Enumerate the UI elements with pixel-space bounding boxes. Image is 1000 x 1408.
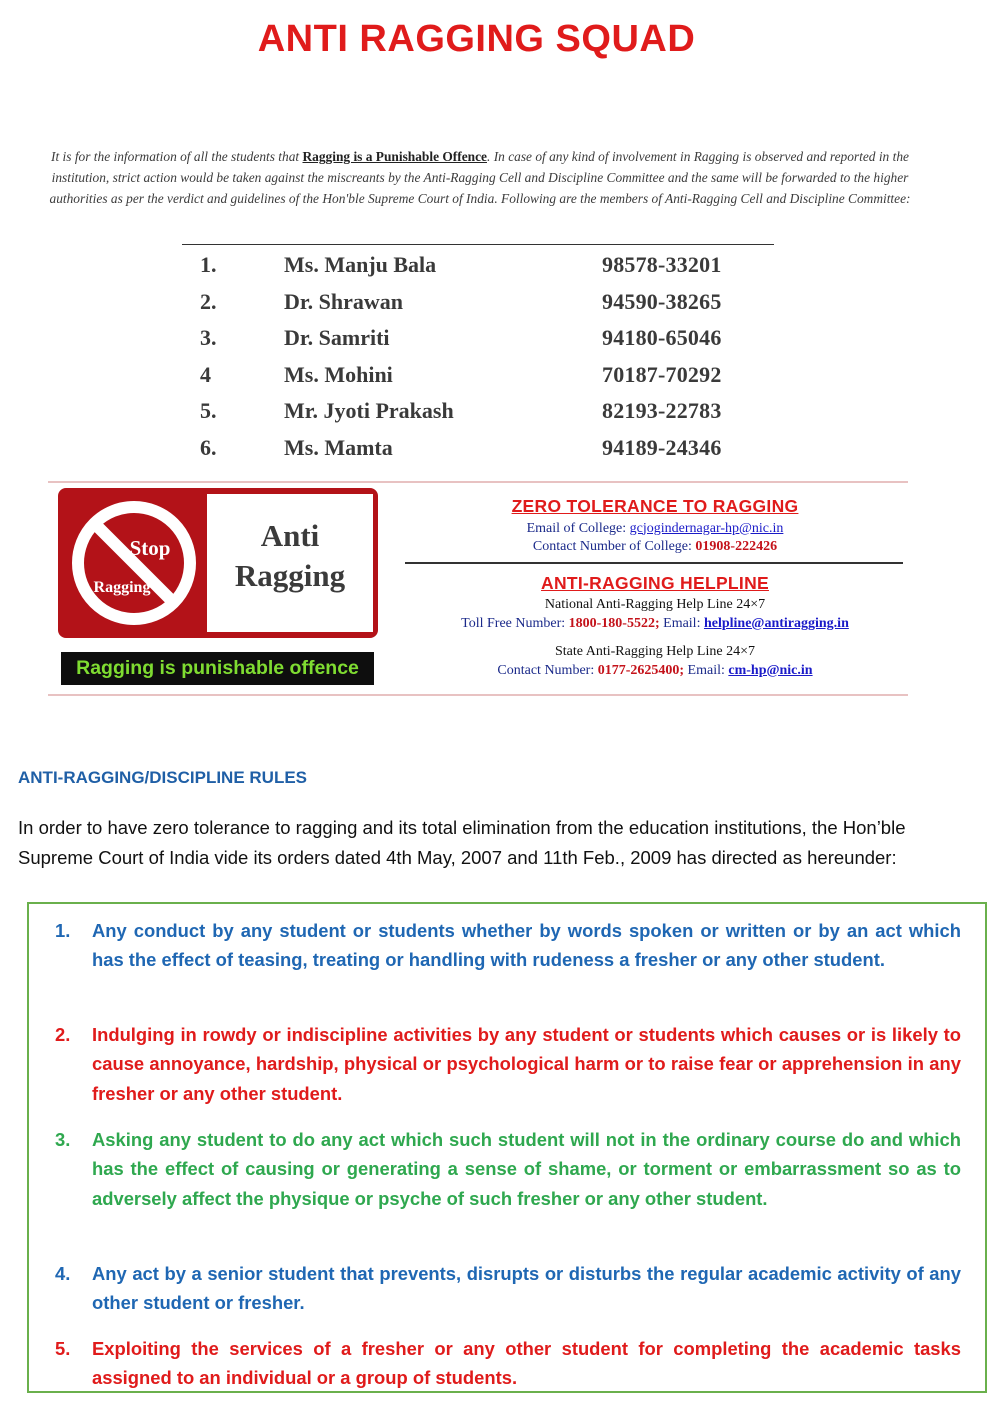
member-phone: 82193-22783 xyxy=(602,398,722,424)
member-name: Dr. Shrawan xyxy=(284,288,403,314)
state-contact-value: 0177-2625400; xyxy=(597,662,685,678)
college-contact-line xyxy=(405,538,905,557)
state-email-link[interactable]: cm-hp@nic.in xyxy=(728,662,813,678)
anti-text: Anti xyxy=(260,518,320,553)
ragging-text: Ragging xyxy=(234,558,346,593)
rules-box xyxy=(27,902,987,1393)
rule-item xyxy=(55,1259,961,1318)
rule-number: 5. xyxy=(55,1338,71,1359)
member-row xyxy=(176,396,756,433)
notice-suffix: . In case of any kind of involvement in Ragging is observed and reported in the institution, strict action would be taken against the miscreants by the Anti-Ragging Cell and Discipline Committee and the same will be forwarded to the higher authorities as per the verdict and guidelines of the Hon'ble Supreme Court of India. Following are the members of Anti-Ragging Cell and Discipline Committee: xyxy=(49,149,911,206)
rule-item xyxy=(55,916,961,975)
zero-tolerance-heading: ZERO TOLERANCE TO RAGGING xyxy=(511,496,799,516)
page-title: ANTI RAGGING SQUAD xyxy=(257,18,696,60)
rule-number: 2. xyxy=(55,1024,71,1045)
stop-ragging-icon xyxy=(66,500,202,626)
divider xyxy=(48,481,908,483)
rule-number: 3. xyxy=(55,1129,71,1150)
divider xyxy=(182,244,774,245)
member-name: Ms. Manju Bala xyxy=(284,252,437,277)
rule-text: Exploiting the services of a fresher or any other student for completing the academic tasks assigned to an individual or a group of students. xyxy=(92,1338,961,1389)
national-email-label: Email: xyxy=(659,615,704,631)
state-email-label: Email: xyxy=(684,662,729,678)
intro-paragraph: In order to have zero tolerance to ragging and its total elimination from the education institutions, the Hon’ble Supreme Court of India vide its orders dated 4th May, 2007 and 11th Feb., 2009 has directed as hereunder: xyxy=(18,817,906,868)
rule-number: 4. xyxy=(55,1263,71,1284)
ragging-small-text: Ragging xyxy=(93,579,151,596)
banner-label xyxy=(207,516,373,596)
member-phone: 98578-33201 xyxy=(602,252,722,277)
rule-item xyxy=(55,1020,961,1108)
member-phone: 94189-24346 xyxy=(602,434,722,460)
member-phone: 94590-38265 xyxy=(602,288,722,314)
member-number: 2. xyxy=(200,288,217,314)
member-phone: 70187-70292 xyxy=(602,361,722,387)
member-row xyxy=(176,323,756,360)
anti-ragging-banner xyxy=(58,488,378,638)
college-email-label: Email of College: xyxy=(526,520,630,536)
national-email-link[interactable]: helpline@antiragging.in xyxy=(703,615,849,631)
member-name: Ms. Mamta xyxy=(284,434,393,460)
member-number: 3. xyxy=(200,325,217,351)
member-name: Dr. Samriti xyxy=(284,325,390,351)
rule-item xyxy=(55,1125,961,1213)
rules-heading: ANTI-RAGGING/DISCIPLINE RULES xyxy=(18,768,308,787)
notice-paragraph xyxy=(48,146,912,209)
rule-text: Any conduct by any student or students whether by words spoken or written or by an act which has the effect of teasing, treating or handling with rudeness a fresher or any other student. xyxy=(92,920,961,971)
divider xyxy=(405,562,903,564)
member-number: 1. xyxy=(200,252,217,277)
member-row xyxy=(176,250,756,287)
member-name: Ms. Mohini xyxy=(284,361,393,387)
contact-info xyxy=(405,497,905,680)
toll-free-line xyxy=(405,615,905,634)
rule-text: Indulging in rowdy or indiscipline activities by any student or students which causes or is likely to cause annoyance, hardship, physical or psychological harm or to raise fear or apprehension in any fresher or any other student. xyxy=(92,1024,961,1104)
rule-number: 1. xyxy=(55,920,71,941)
notice-highlight: Ragging is a Punishable Offence xyxy=(302,149,487,164)
college-contact-value: 01908-222426 xyxy=(695,539,778,554)
banner-label-panel xyxy=(207,494,373,632)
state-contact-label: Contact Number: xyxy=(497,662,598,678)
member-number: 5. xyxy=(200,398,217,424)
member-row xyxy=(176,287,756,324)
rule-text: Any act by a senior student that prevents, disrupts or disturbs the regular academic activity of any other student or fresher. xyxy=(92,1263,961,1314)
member-name: Mr. Jyoti Prakash xyxy=(284,398,454,424)
college-email-line xyxy=(405,520,905,539)
national-helpline-line: National Anti-Ragging Help Line 24×7 xyxy=(544,597,766,612)
helpline-heading: ANTI-RAGGING HELPLINE xyxy=(541,572,769,593)
member-number: 4 xyxy=(200,361,211,387)
state-helpline-line: State Anti-Ragging Help Line 24×7 xyxy=(555,644,755,659)
rule-text: Asking any student to do any act which such student will not in the ordinary course do and which has the effect of causing or generating a sense of shame, or torment or embarrassment so as to adversely affect the physique or psyche of such fresher or any other student. xyxy=(92,1129,961,1209)
state-contact-line xyxy=(405,662,905,681)
stop-text: Stop xyxy=(129,536,171,560)
member-phone: 94180-65046 xyxy=(602,325,722,351)
toll-free-value: 1800-180-5522; xyxy=(568,615,660,631)
rule-item xyxy=(55,1334,961,1393)
notice-prefix: It is for the information of all the students that xyxy=(51,149,303,164)
punishable-offence-bar: Ragging is punishable offence xyxy=(61,652,374,685)
member-row xyxy=(176,360,756,397)
toll-free-label: Toll Free Number: xyxy=(461,615,569,631)
college-email-link[interactable]: gcjogindernagar-hp@nic.in xyxy=(629,520,784,536)
college-contact-label: Contact Number of College: xyxy=(532,539,696,554)
divider xyxy=(48,694,908,696)
member-number: 6. xyxy=(200,434,217,460)
members-list xyxy=(176,250,756,470)
member-row xyxy=(176,433,756,470)
